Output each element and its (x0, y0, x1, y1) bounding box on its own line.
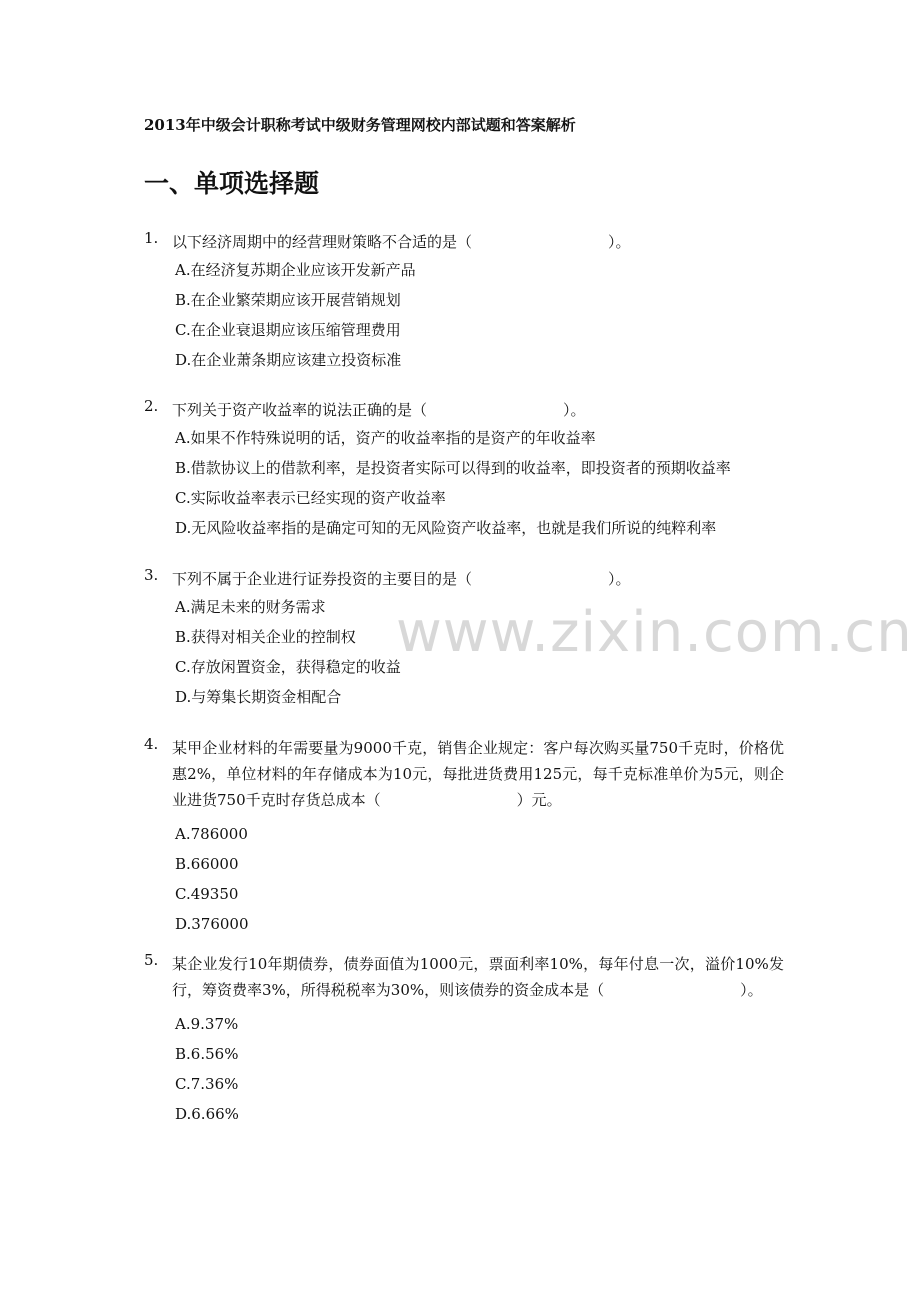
option-b: B.借款协议上的借款利率，是投资者实际可以得到的收益率，即投资者的预期收益率 (175, 459, 731, 477)
option-d: D.无风险收益率指的是确定可知的无风险资产收益率，也就是我们所说的纯粹利率 (175, 519, 717, 537)
question-stem: 下列不属于企业进行证券投资的主要目的是（ ）。 (172, 570, 631, 588)
document-title: 2013年中级会计职称考试中级财务管理网校内部试题和答案解析 (144, 116, 576, 134)
option-c: C.49350 (175, 885, 239, 903)
question-stem: 下列关于资产收益率的说法正确的是（ ）。 (172, 401, 586, 419)
question-stem: 以下经济周期中的经营理财策略不合适的是（ ）。 (172, 233, 631, 251)
option-a: A.9.37% (175, 1015, 239, 1033)
option-a: A.786000 (175, 825, 248, 843)
option-b: B.66000 (175, 855, 239, 873)
option-a: A.满足未来的财务需求 (175, 598, 326, 616)
question-number: 3. (144, 566, 159, 584)
option-d: D.6.66% (175, 1105, 239, 1123)
option-b: B.获得对相关企业的控制权 (175, 628, 356, 646)
question-stem: 某企业发行10年期债券，债券面值为1000元，票面利率10%，每年付息一次，溢价10%发行，筹资费率3%，所得税税率为30%，则该债券的资金成本是（ ）。 (172, 955, 784, 999)
question-3 (144, 566, 784, 712)
option-c: C.实际收益率表示已经实现的资产收益率 (175, 489, 446, 507)
question-number: 1. (144, 229, 159, 247)
option-c: C.7.36% (175, 1075, 239, 1093)
question-4 (144, 735, 784, 939)
watermark: www.zixin.com.cn (396, 600, 913, 665)
option-b: B.在企业繁荣期应该开展营销规划 (175, 291, 401, 309)
option-a: A.在经济复苏期企业应该开发新产品 (175, 261, 416, 279)
option-c: C.在企业衰退期应该压缩管理费用 (175, 321, 401, 339)
option-a: A.如果不作特殊说明的话，资产的收益率指的是资产的年收益率 (175, 429, 596, 447)
option-d: D.在企业萧条期应该建立投资标准 (175, 351, 402, 369)
option-b: B.6.56% (175, 1045, 239, 1063)
question-1 (144, 229, 784, 375)
option-d: D.376000 (175, 915, 249, 933)
question-number: 5. (144, 951, 159, 969)
question-number: 4. (144, 735, 159, 753)
option-d: D.与筹集长期资金相配合 (175, 688, 342, 706)
question-5 (144, 951, 784, 1129)
question-stem: 某甲企业材料的年需要量为9000千克，销售企业规定：客户每次购买量750千克时，价格优惠2%，单位材料的年存储成本为10元，每批进货费用125元，每千克标准单价为5元，则企业进货750千克时存货总成本（ ）元。 (172, 739, 784, 809)
question-number: 2. (144, 397, 159, 415)
question-2 (144, 397, 784, 543)
section-heading: 一、单项选择题 (144, 169, 320, 198)
option-c: C.存放闲置资金，获得稳定的收益 (175, 658, 401, 676)
